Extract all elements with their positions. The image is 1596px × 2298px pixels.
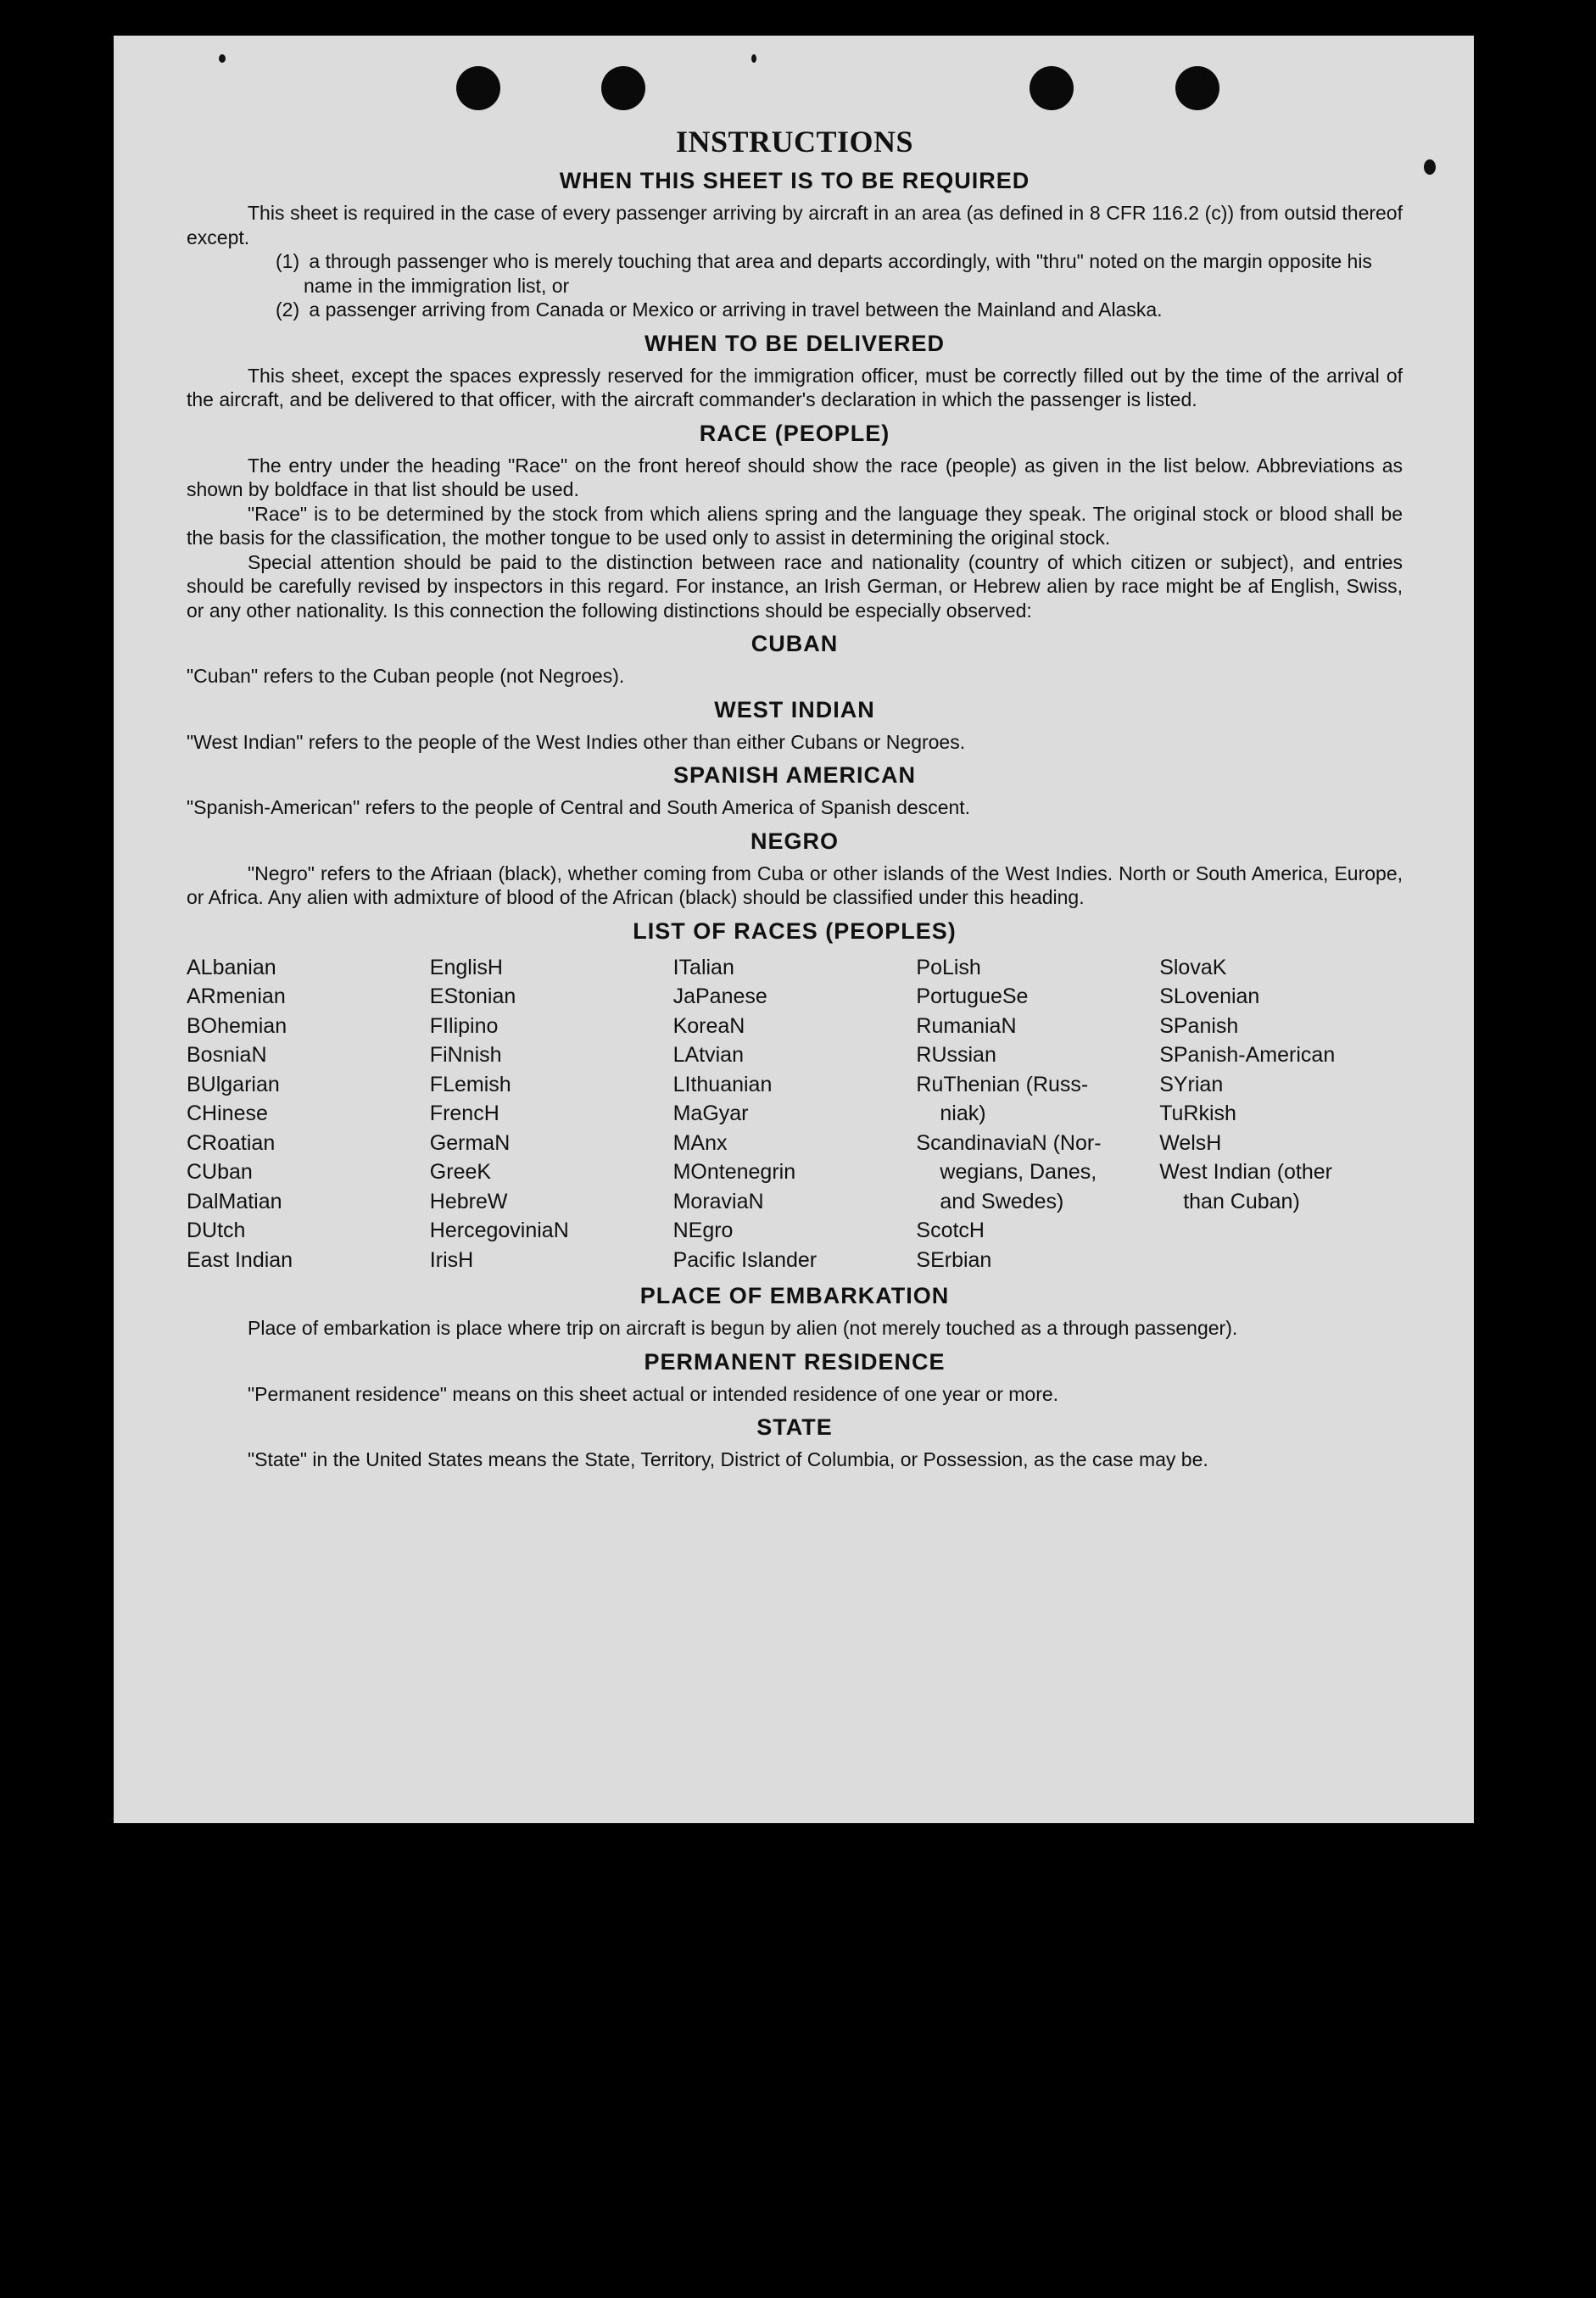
race-column (673, 953, 917, 1275)
heading-spanish-american: SPANISH AMERICAN (672, 762, 916, 788)
race-entry: Pacific Islander (672, 1247, 818, 1272)
race-column (916, 953, 1159, 1275)
race-entry: MaGyar (672, 1102, 749, 1125)
heading-when-required: WHEN THIS SHEET IS TO BE REQUIRED (559, 168, 1030, 193)
heading-when-delivered: WHEN TO BE DELIVERED (644, 330, 946, 356)
race-entry: JaPanese (672, 984, 767, 1008)
race-entry: WelsH (1159, 1130, 1222, 1155)
page-title: INSTRUCTIONS (675, 125, 914, 159)
heading-race: RACE (PEOPLE) (699, 420, 890, 446)
race-entry: PoLish (916, 955, 981, 979)
heading-state: STATE (756, 1414, 833, 1440)
race-entry: EStonian (429, 984, 516, 1008)
punch-hole (1030, 66, 1074, 110)
race-column (1159, 953, 1403, 1275)
race-entry: SLovenian (1159, 984, 1260, 1008)
punch-hole (601, 66, 645, 110)
race-entry: SErbian (916, 1247, 992, 1272)
race-entry: DalMatian (187, 1189, 282, 1213)
race-entry: SPanish (1159, 1013, 1239, 1038)
heading-negro: NEGRO (750, 828, 839, 854)
heading-list-of-races: LIST OF RACES (PEOPLES) (633, 918, 957, 944)
document-page (114, 36, 1474, 1823)
race-entry: ScandinaviaN (Nor- (916, 1130, 1102, 1155)
race-entry: SlovaK (1159, 955, 1227, 979)
race-entry: ALbanian (187, 955, 276, 979)
when-delivered-text: This sheet, except the spaces expressly reserved for the immigration officer, must be correctly filled out by the time of the arrival of the aircraft, and be delivered to that officer, with the aircraft commander's declaration in which the passenger is listed. (187, 364, 1403, 410)
spanish-american-text: "Spanish-American" refers to the people of Central and South America of Spanish descent. (187, 796, 971, 818)
race-entry: West Indian (other (1159, 1160, 1332, 1184)
residence-text: "Permanent residence" means on this sheet actual or intended residence of one year or more. (248, 1382, 1059, 1405)
race-entry: MAnx (672, 1130, 728, 1155)
race-entry: FIlipino (429, 1013, 499, 1038)
state-text: "State" in the United States means the State, Territory, District of Columbia, or Possession, as the case may be. (248, 1448, 1208, 1470)
race-entry: ARmenian (187, 984, 286, 1008)
speck (219, 54, 226, 63)
cuban-text: "Cuban" refers to the Cuban people (not Negroes). (187, 665, 625, 687)
race-entry: SYrian (1159, 1072, 1224, 1096)
heading-west-indian: WEST INDIAN (714, 696, 875, 722)
race-column (430, 953, 673, 1275)
race-entry: East Indian (187, 1247, 293, 1272)
race-entry: LAtvian (672, 1043, 744, 1067)
race-entry: GreeK (429, 1160, 492, 1184)
race-entry: KoreaN (672, 1013, 745, 1038)
race-entry: FrencH (429, 1102, 499, 1125)
when-required-text: This sheet is required in the case of every passenger arriving by aircraft in an area (as defined in 8 CFR 116.2 (c)) from outsid thereof except. (187, 202, 1403, 248)
race-entry: RumaniaN (916, 1013, 1017, 1038)
race-entry: IrisH (429, 1247, 474, 1272)
race-entry: TuRkish (1159, 1102, 1236, 1125)
race-entry: FLemish (429, 1072, 511, 1096)
race-entry: MOntenegrin (672, 1160, 796, 1184)
race-entry: HebreW (429, 1189, 508, 1213)
heading-embarkation: PLACE OF EMBARKATION (639, 1283, 950, 1308)
exception-item: (1) a through passenger who is merely touching that area and departs accordingly, with "thru" noted on the margin opposite his name in the immigration list, or (276, 250, 1372, 297)
race-entry: wegians, Danes, (940, 1160, 1097, 1184)
race-entry: BosniaN (187, 1043, 267, 1067)
race-list (187, 953, 1403, 1275)
race-entry: CHinese (187, 1102, 268, 1125)
race-entry: ScotcH (916, 1219, 985, 1242)
race-entry: and Swedes) (940, 1189, 1064, 1213)
race-entry: LIthuanian (672, 1072, 773, 1096)
speck (751, 54, 756, 63)
race-entry: RUssian (916, 1043, 996, 1067)
race-entry: EnglisH (429, 955, 503, 979)
race-paragraph: Special attention should be paid to the distinction between race and nationality (country of which citizen or subject), and entries should be carefully revised by inspectors in this regard. For instance, an Irish German, or Hebrew alien by race might be af English, Swiss, or any other nationality. Is this connection the following distinctions should be especially observed: (187, 550, 1403, 622)
race-entry: than Cuban) (1183, 1189, 1300, 1213)
race-entry: BOhemian (187, 1013, 287, 1038)
race-entry: CUban (187, 1160, 253, 1184)
race-entry: FiNnish (429, 1043, 502, 1067)
race-entry: ITalian (672, 955, 734, 979)
heading-residence: PERMANENT RESIDENCE (644, 1348, 946, 1375)
race-paragraph: "Race" is to be determined by the stock from which aliens spring and the language they speak. The original stock or blood shall be the basis for the classification, the mother tongue to be used only to assist in determining the original stock. (187, 502, 1403, 549)
race-entry: MoraviaN (672, 1189, 764, 1213)
race-entry: CRoatian (187, 1130, 276, 1155)
race-paragraph: The entry under the heading "Race" on the front hereof should show the race (people) as given in the list below. Abbreviations as shown by boldface in that list should be used. (187, 454, 1403, 500)
race-entry: PortugueSe (916, 984, 1029, 1008)
race-entry: SPanish-American (1159, 1043, 1336, 1067)
punch-hole (456, 66, 500, 110)
race-entry: BUlgarian (187, 1072, 280, 1096)
embarkation-text: Place of embarkation is place where trip on aircraft is begun by alien (not merely touched as a through passenger). (248, 1317, 1238, 1339)
exception-item: (2) a passenger arriving from Canada or Mexico or arriving in travel between the Mainland and Alaska. (276, 298, 1163, 321)
negro-text: "Negro" refers to the Afriaan (black), whether coming from Cuba or other islands of the West Indies. North or South America, Europe, or Africa. Any alien with admixture of blood of the African (black) should be classified under this heading. (187, 862, 1403, 908)
race-entry: RuThenian (Russ- (916, 1072, 1089, 1096)
race-entry: GermaN (429, 1130, 511, 1155)
west-indian-text: "West Indian" refers to the people of the West Indies other than either Cubans or Negroes. (187, 730, 966, 753)
race-entry: DUtch (187, 1219, 246, 1242)
race-column (187, 953, 430, 1275)
speck (1424, 159, 1436, 175)
heading-cuban: CUBAN (751, 631, 839, 656)
race-entry: niak) (940, 1102, 986, 1125)
race-entry: HercegoviniaN (429, 1219, 569, 1242)
race-entry: NEgro (672, 1219, 734, 1242)
punch-hole (1175, 66, 1219, 110)
